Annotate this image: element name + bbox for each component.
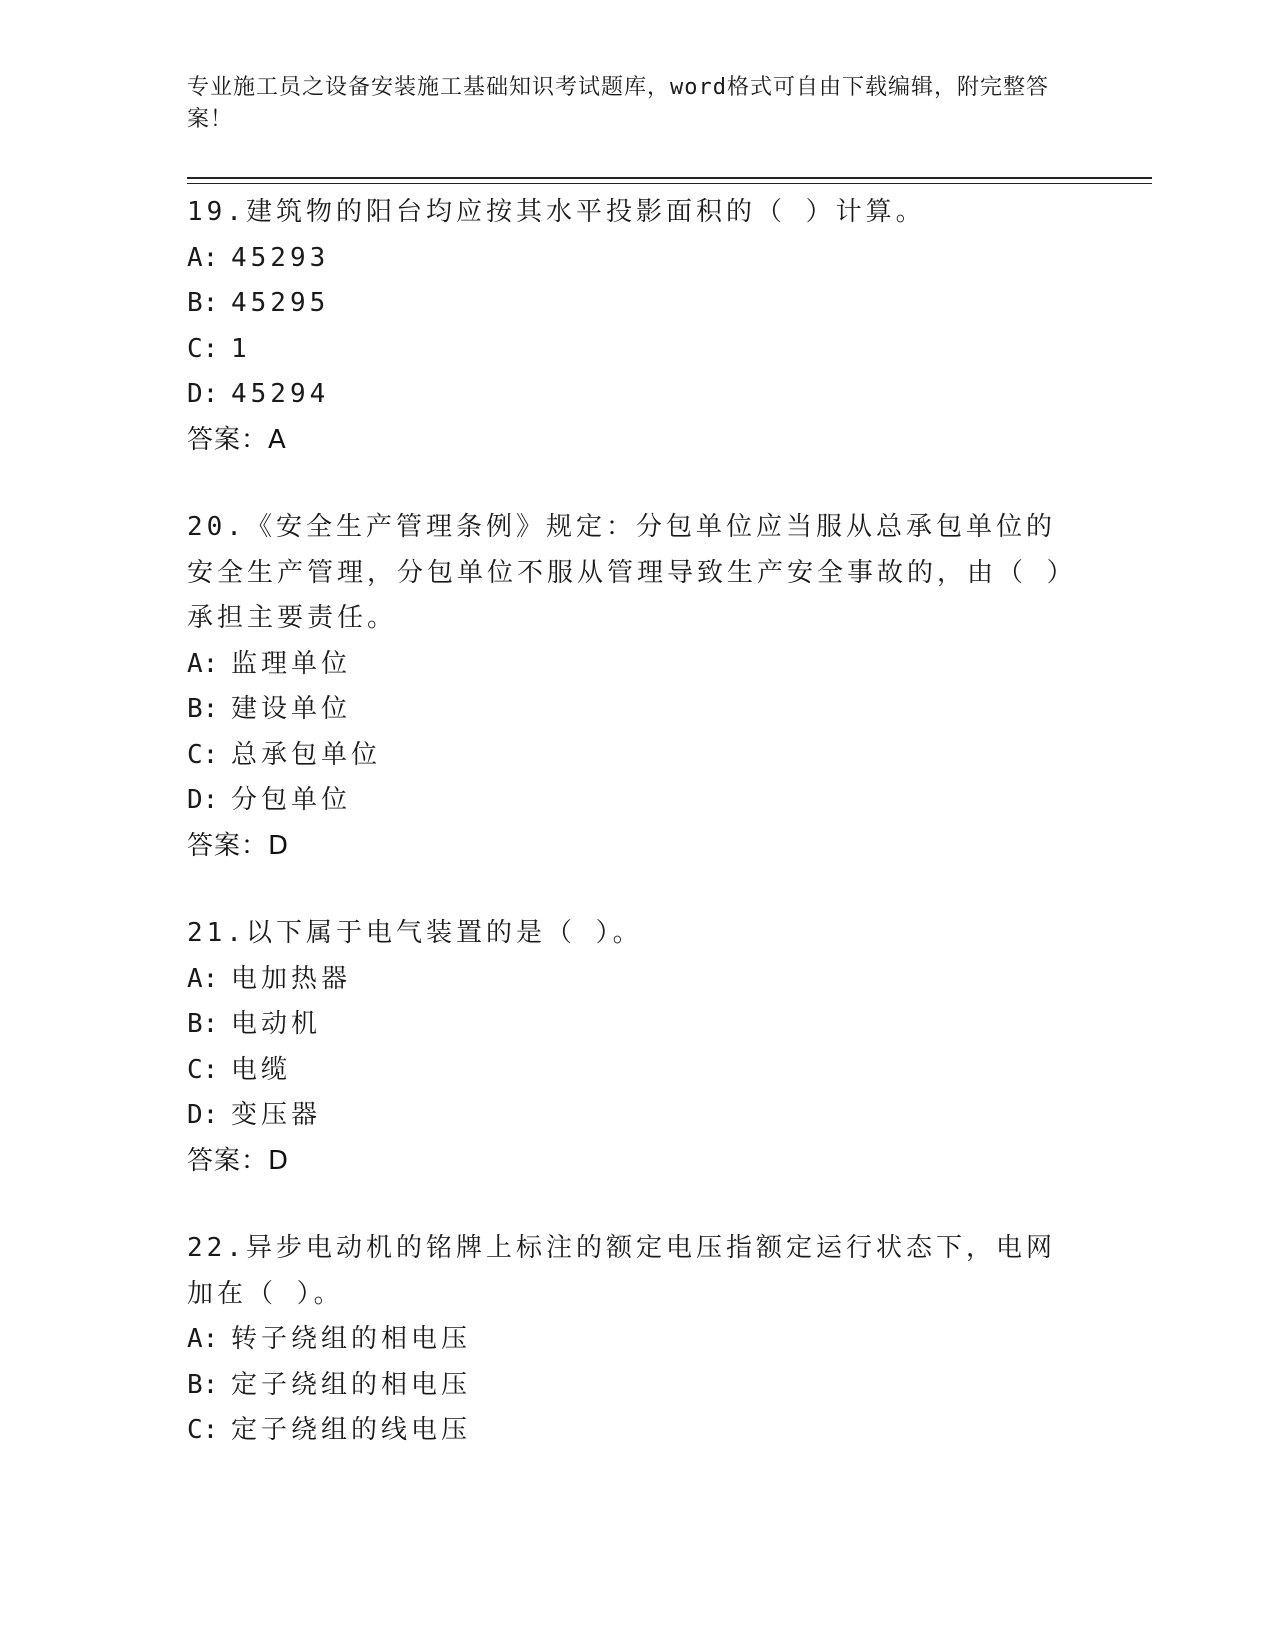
question-19 <box>187 190 1077 463</box>
question-text: 19.建筑物的阳台均应按其水平投影面积的（ ）计算。 <box>187 197 926 227</box>
option-a <box>187 957 1077 1003</box>
option-letter: B: <box>187 1009 219 1039</box>
option-text: 电动机 <box>231 1009 322 1039</box>
option-text: 1 <box>231 333 251 364</box>
option-letter: B: <box>187 288 219 318</box>
header-divider-thin <box>187 183 1152 184</box>
option-b <box>187 1002 1077 1048</box>
option-c <box>187 1408 1077 1454</box>
option-letter: D: <box>187 785 219 815</box>
question-22 <box>187 1226 1077 1454</box>
option-text: 变压器 <box>231 1100 322 1130</box>
option-letter: C: <box>187 739 219 770</box>
option-letter: A: <box>187 963 219 994</box>
option-letter: C: <box>187 1415 219 1445</box>
document-header: 专业施工员之设备安装施工基础知识考试题库，word格式可自由下载编辑，附完整答案！ <box>187 75 1049 132</box>
option-text: 45295 <box>231 288 330 318</box>
answer-label: 答案：D <box>187 1145 290 1176</box>
option-letter: D: <box>187 379 219 409</box>
option-letter: B: <box>187 694 219 724</box>
option-letter: B: <box>187 1369 219 1400</box>
option-text: 分包单位 <box>231 785 352 815</box>
option-b <box>187 687 1077 733</box>
option-letter: D: <box>187 1100 219 1130</box>
option-c <box>187 1048 1077 1094</box>
option-a <box>187 236 1077 282</box>
option-c <box>187 733 1077 779</box>
option-a <box>187 1317 1077 1363</box>
option-text: 转子绕组的相电压 <box>231 1324 472 1354</box>
option-text: 定子绕组的相电压 <box>231 1369 472 1400</box>
option-text: 电加热器 <box>231 963 352 994</box>
option-b <box>187 281 1077 327</box>
option-text: 总承包单位 <box>231 739 382 770</box>
question-text: 22.异步电动机的铭牌上标注的额定电压指额定运行状态下，电网加在（ ）。 <box>187 1233 1056 1309</box>
option-text: 电缆 <box>231 1054 292 1085</box>
option-text: 监理单位 <box>231 648 352 679</box>
option-c <box>187 327 1077 373</box>
answer-label: 答案：A <box>187 424 287 455</box>
option-d <box>187 372 1077 418</box>
option-text: 定子绕组的线电压 <box>231 1415 472 1445</box>
option-letter: C: <box>187 1054 219 1085</box>
option-a <box>187 642 1077 688</box>
option-text: 45293 <box>231 242 330 273</box>
option-b <box>187 1363 1077 1409</box>
question-text: 20.《安全生产管理条例》规定：分包单位应当服从总承包单位的安全生产管理，分包单位不服从管理导致生产安全事故的，由（ ）承担主要责任。 <box>187 512 1077 633</box>
option-letter: A: <box>187 648 219 679</box>
option-letter: A: <box>187 242 219 273</box>
option-letter: C: <box>187 333 219 364</box>
option-text: 建设单位 <box>231 694 352 724</box>
answer-label: 答案：D <box>187 830 290 861</box>
option-d <box>187 1093 1077 1139</box>
option-letter: A: <box>187 1324 219 1354</box>
question-20 <box>187 505 1077 869</box>
header-divider-thick <box>187 177 1152 179</box>
option-d <box>187 778 1077 824</box>
question-list <box>187 190 1077 1496</box>
option-text: 45294 <box>231 379 330 409</box>
question-text: 21.以下属于电气装置的是（ ）。 <box>187 918 643 948</box>
question-21 <box>187 911 1077 1184</box>
